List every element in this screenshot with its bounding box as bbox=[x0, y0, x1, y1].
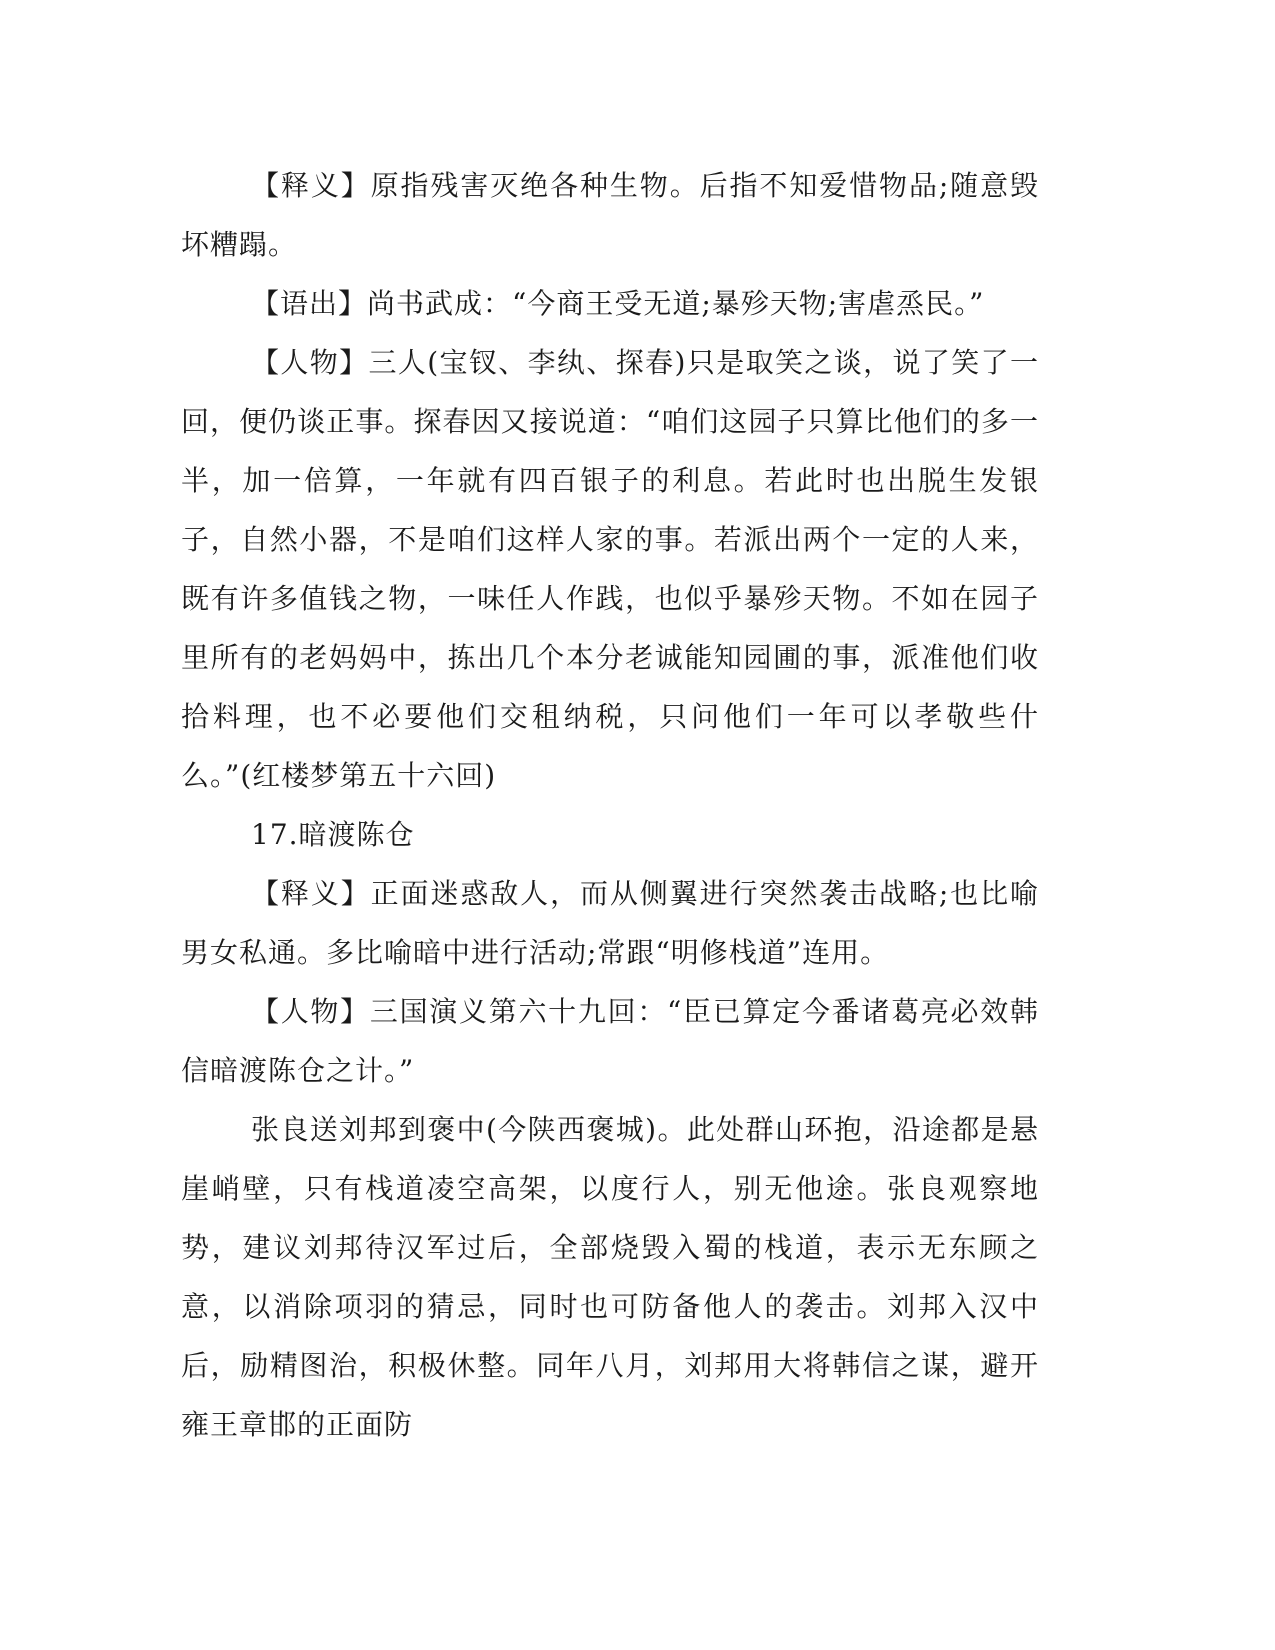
paragraph-story: 张良送刘邦到褒中(今陕西褒城)。此处群山环抱，沿途都是悬崖峭壁，只有栈道凌空高架，以度行人，别无他途。张良观察地势，建议刘邦待汉军过后，全部烧毁入蜀的栈道，表示无东顾之意，以消除项羽的猜忌，同时也可防备他人的袭击。刘邦入汉中后，励精图治，积极休整。同年八月，刘邦用大将韩信之谋，避开雍王章邯的正面防 bbox=[181, 1113, 1039, 1441]
paragraph-definition-1: 【释义】原指残害灭绝各种生物。后指不知爱惜物品;随意毁坏糟蹋。 bbox=[181, 169, 1039, 261]
paragraph-source-1: 【语出】尚书武成：“今商王受无道;暴殄天物;害虐烝民。” bbox=[251, 287, 985, 320]
entry-heading: 17.暗渡陈仓 bbox=[251, 818, 415, 851]
document-body bbox=[181, 156, 1039, 1454]
paragraph-definition-2: 【释义】正面迷惑敌人，而从侧翼进行突然袭击战略;也比喻男女私通。多比喻暗中进行活动;常跟“明修栈道”连用。 bbox=[181, 877, 1039, 969]
paragraph-example-2: 【人物】三国演义第六十九回：“臣已算定今番诸葛亮必效韩信暗渡陈仓之计。” bbox=[181, 995, 1039, 1087]
paragraph-example-1: 【人物】三人(宝钗、李纨、探春)只是取笑之谈，说了笑了一回，便仍谈正事。探春因又接说道：“咱们这园子只算比他们的多一半，加一倍算，一年就有四百银子的利息。若此时也出脱生发银子，自然小器，不是咱们这样人家的事。若派出两个一定的人来，既有许多值钱之物，一味任人作践，也似乎暴殄天物。不如在园子里所有的老妈妈中，拣出几个本分老诚能知园圃的事，派准他们收拾料理，也不必要他们交租纳税，只问他们一年可以孝敬些什么。”(红楼梦第五十六回) bbox=[181, 346, 1039, 792]
